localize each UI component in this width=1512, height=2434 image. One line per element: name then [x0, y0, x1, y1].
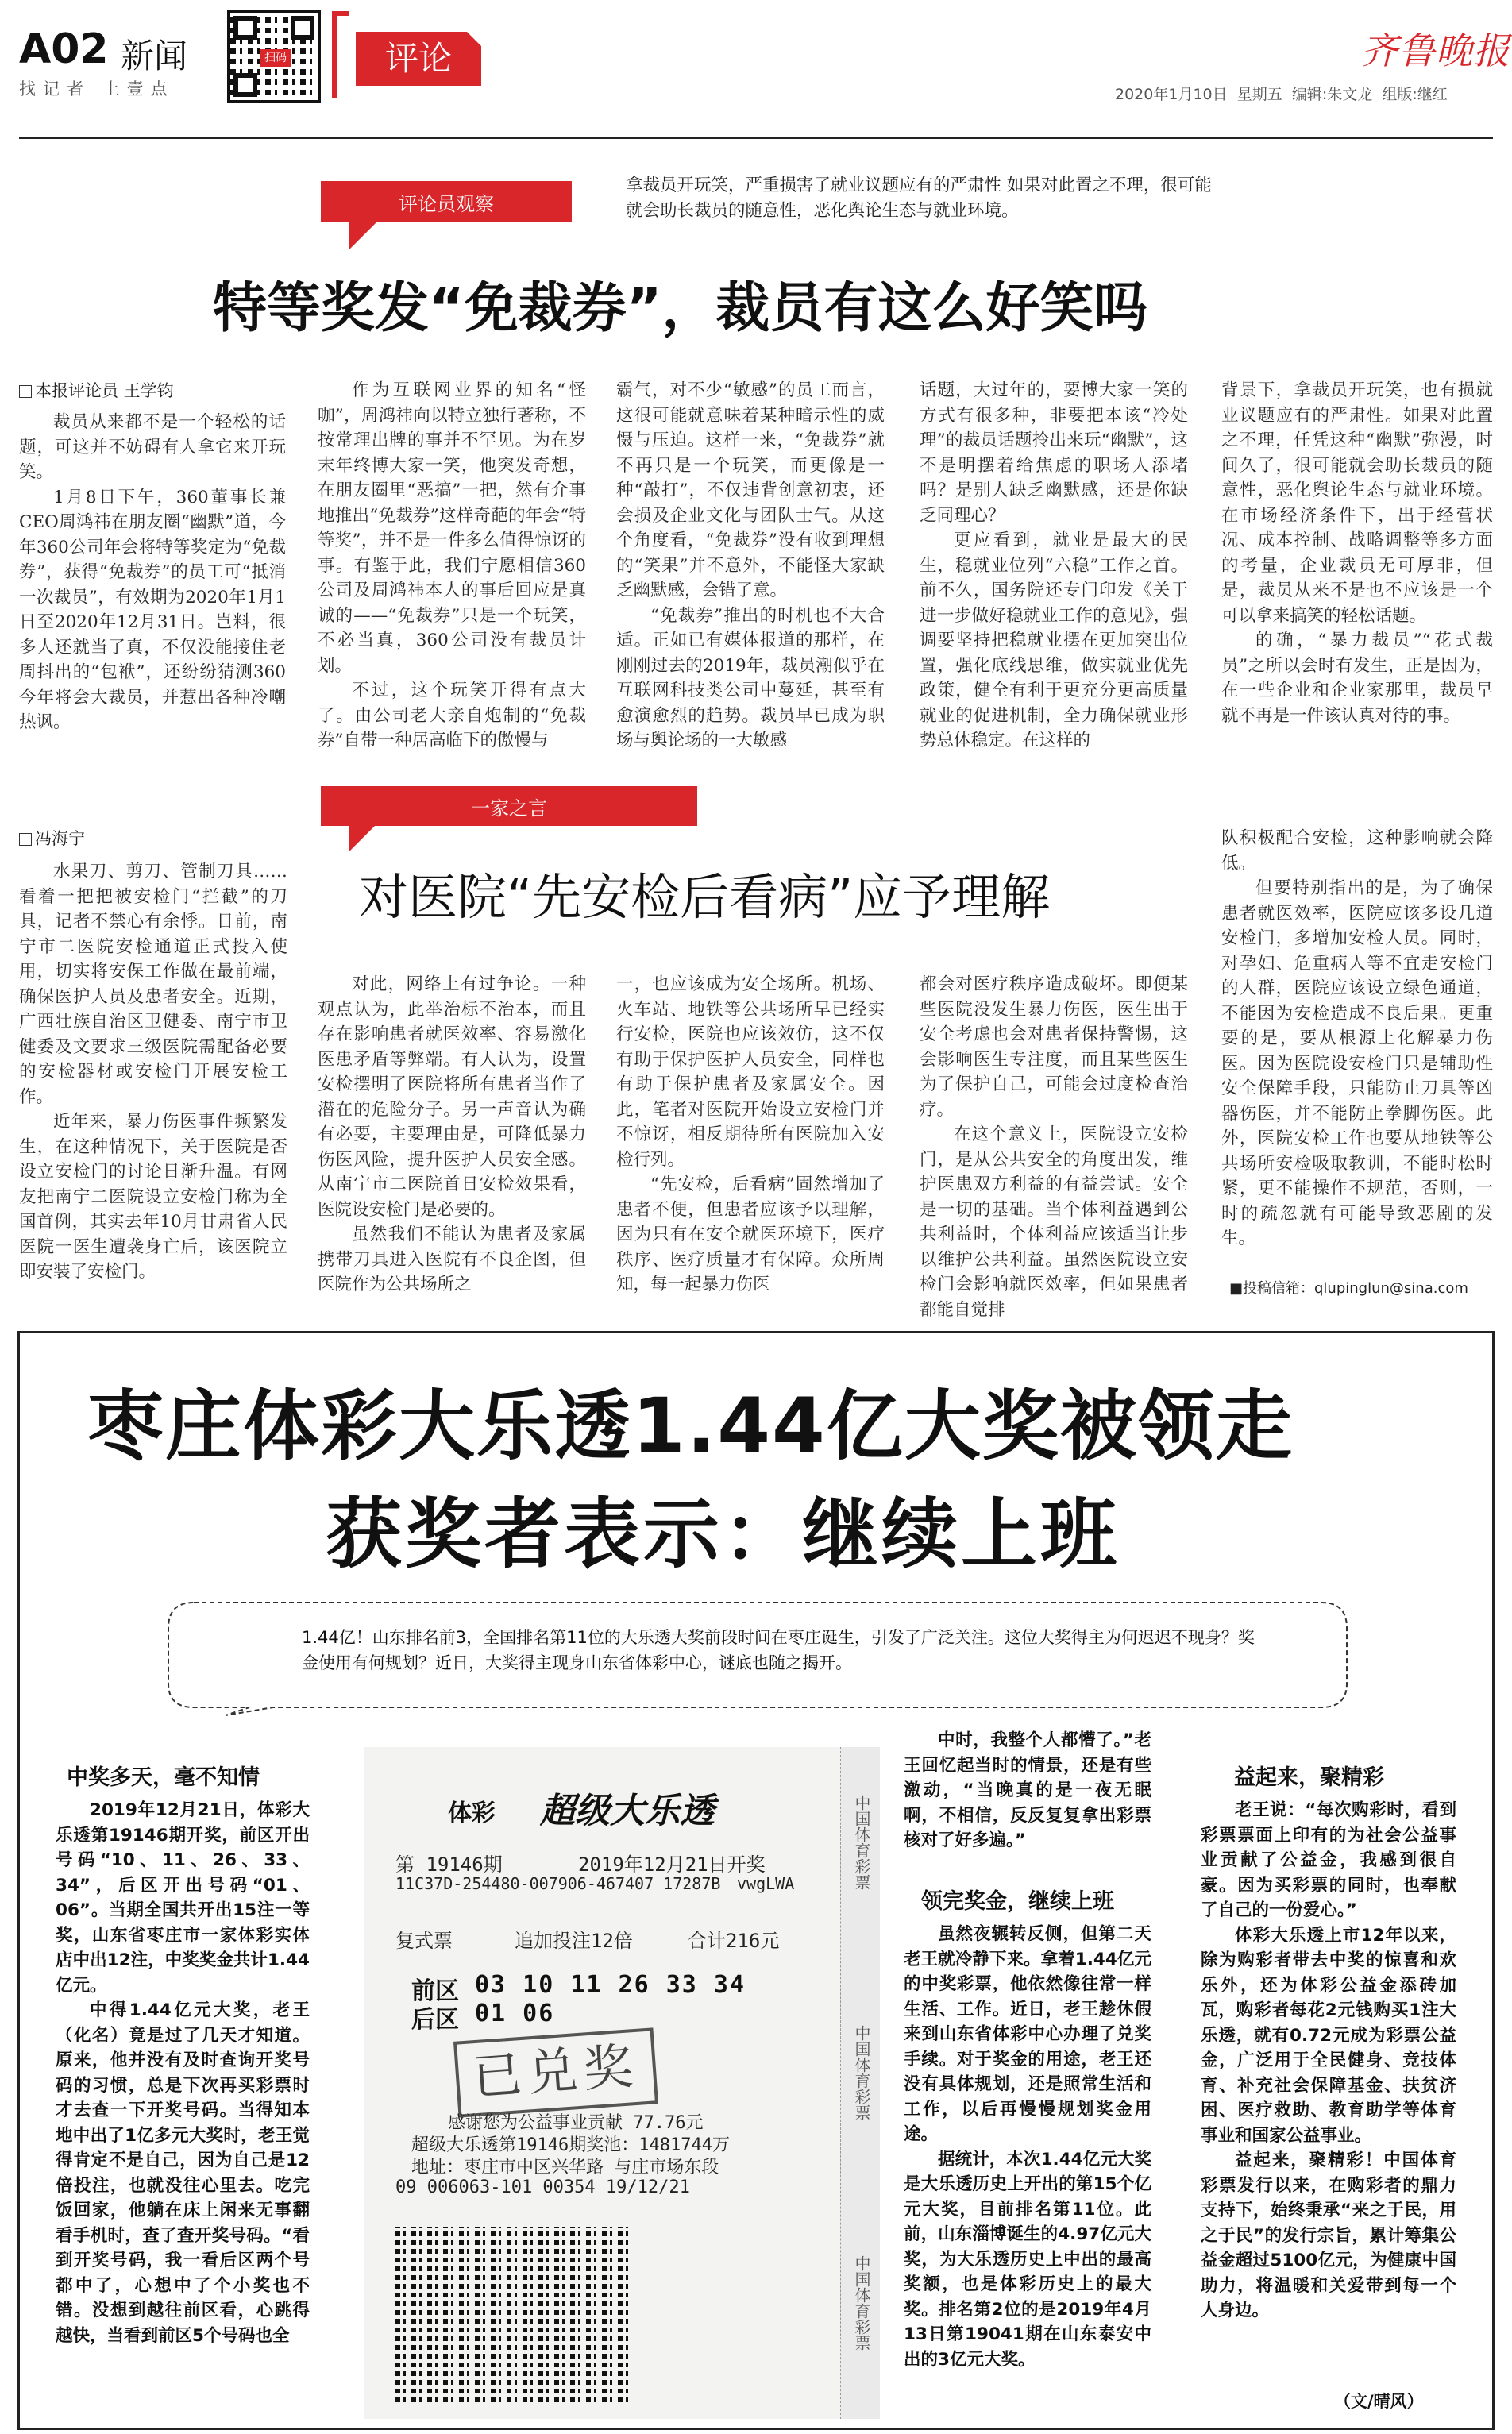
article2-col4-text: [920, 972, 1188, 1322]
side-text-2: 中国体育彩票: [852, 2025, 871, 2120]
lottery-col3-text: [904, 1922, 1151, 2372]
article1-col1-text: [19, 410, 286, 735]
submission-email: ■投稿信箱：qlupinglun@sina.com: [1229, 1280, 1468, 1297]
paragraph: 在这个意义上，医院设立安检门，是从公共安全的角度出发，维护医患双方利益的有益尝试。安全是一切的基础。当个体利益遇到公共利益时，个体利益应该适当让步以维护公共利益。虽然医院设立安检门会影响就医效率，但如果患者都能自觉排: [920, 1124, 1188, 1320]
article2-col3-text: [616, 972, 885, 1298]
ticket-total: 合计216元: [688, 1930, 780, 1952]
paragraph: 老王说：“每次购彩时，看到彩票票面上印有的为社会公益事业贡献了公益金，我感到很自豪。因为买彩票的同时，也奉献了自己的一份爱心。”: [1201, 1800, 1456, 1920]
lottery-col3-top-text: [904, 1728, 1151, 1853]
side-text-3: 中国体育彩票: [852, 2255, 871, 2351]
paragraph: 都会对医疗秩序造成破坏。即便某些医院没发生暴力伤医，医生出于安全考虑也会对患者保持警惕，这会影响医生专注度，而且某些医生为了保护自己，可能会过度检查治疗。: [920, 974, 1188, 1120]
ticket-addon: 追加投注12倍: [515, 1930, 633, 1952]
qr-code-icon: [227, 10, 321, 103]
slogan: 找记者 上壹点: [19, 79, 175, 98]
paragraph: 体彩大乐透上市12年以来，除为购彩者带去中奖的惊喜和欢乐外，还为体彩公益金添砖加瓦，购彩者每花2元钱购买1注大乐透，就有0.72元成为彩票公益金，广泛用于全民健身、竞技体育、补充社会保障基金、扶贫济困、医疗救助、教育助学等体育事业和国家公益事业。: [1201, 1925, 1456, 2146]
column-tag: 评论: [356, 32, 481, 86]
paragraph: 的确，“暴力裁员”“花式裁员”之所以会时有发生，正是因为，在一些企业和企业家那里，裁员早就不再是一件该认真对待的事。: [1221, 631, 1493, 726]
side-text-1: 中国体育彩票: [852, 1795, 871, 1890]
lottery-col3-top: [904, 1728, 1151, 1853]
paragraph: 据统计，本次1.44亿元大奖是大乐透历史上开出的第15个亿元大奖，目前排名第11位。此前，山东淄博诞生的4.97亿元大奖，为大乐透历史上中出的最高奖额，也是体彩历史上的最大奖。排名第2位的是2019年4月13日第19041期在山东泰安中出的3亿元大奖。: [904, 2149, 1151, 2370]
ticket-front-numbers: 03 10 11 26 33 34: [475, 1971, 746, 1999]
ticket-issue: 第 19146期: [395, 1853, 503, 1876]
ticket-code: vwgLWA: [737, 1874, 795, 1893]
paragraph: 中时，我整个人都懵了。”老王回忆起当时的情景，还是有些激动，“当晚真的是一夜无眠啊，不相信，反反复复拿出彩票核对了好多遍。”: [904, 1730, 1151, 1850]
lottery-sub-1: 中奖多天，毫不知情: [67, 1765, 260, 1790]
paragraph: 更应看到，就业是最大的民生，稳就业位列“六稳”工作之首。前不久，国务院还专门印发《关于进一步做好稳就业工作的意见》，强调要坚持把稳就业摆在更加突出位置，强化底线思维，做实就业优先政策，健全有利于更充分更高质量就业的促进机制，全力确保就业形势总体稳定。在这样的: [920, 530, 1188, 750]
paragraph: 2019年12月21日，体彩大乐透第19146期开奖，前区开出号码“10、11、26、33、34”，后区开出号码“01、06”。当期全国共开出15注一等奖，山东省枣庄市一家体彩实体店中出12注，中奖奖金共计1.44亿元。: [56, 1800, 310, 1996]
paragraph: 背景下，拿裁员开玩笑，也有损就业议题应有的严肃性。如果对此置之不理，任凭这种“幽默”弥漫，时间久了，很可能就会助长裁员的随意性，恶化舆论生态与就业环境。在市场经济条件下，出于经营状况、成本控制、战略调整等多方面的考量，企业裁员无可厚非，但是，裁员从来不是也不应该是一个可以拿来搞笑的轻松话题。: [1221, 380, 1493, 626]
article1-byline: [19, 378, 174, 402]
ticket-back-label: 后区: [411, 2006, 459, 2034]
lottery-col1: [56, 1798, 310, 2348]
article1-col3-text: [616, 378, 885, 754]
issue-weekday: 星期五: [1236, 86, 1282, 103]
qr-label: 扫码: [260, 49, 291, 67]
article1-col5-text: [1221, 378, 1493, 728]
section-name: 新闻: [121, 37, 188, 75]
paragraph: 中得1.44亿元大奖，老王（化名）竟是过了几天才知道。原来，他并没有及时查询开奖号码的习惯，总是下次再买彩票时才去查一下开奖号码。当得知本地中出了1亿多元大奖时，老王觉得肯定不是自己，因为自己是12倍投注，也就没往心里去。吃完饭回家，他躺在床上闲来无事翻看手机时，查了查开奖号码。“看到开奖号码，我一看后区两个号都中了，心想中了个小奖也不错。没想到越往前区看，心跳得越快，当看到前区5个号码也全: [56, 2000, 310, 2346]
lottery-col1-text: [56, 1798, 310, 2348]
article2-banner-tail: [349, 826, 375, 851]
ticket-type: 复式票: [395, 1930, 453, 1952]
lottery-sub-2: 领完奖金，继续上班: [921, 1889, 1114, 1914]
article1-col5: [1221, 378, 1493, 728]
paragraph: 益起来，聚精彩！中国体育彩票发行以来，在购彩者的鼎力支持下，始终秉承“来之于民，用之于民”的发行宗旨，累计筹集公益金超过5100亿元，为健康中国助力，将温暖和关爱带到每一个人身边。: [1201, 2150, 1456, 2320]
article2-col2: [318, 972, 586, 1298]
article2-col1: [19, 859, 287, 1285]
paragraph: 1月8日下午，360董事长兼CEO周鸿祎在朋友圈“幽默”道，今年360公司年会将特等奖定为“免裁券”，获得“免裁券”的员工可“抵消一次裁员”，有效期为2020年1月1日至2020年12月31日。岂料，很多人还就当了真，不仅没能接住老周抖出的“包袱”，还纷纷猜测360今年将会大裁员，并惹出各种冷嘲热讽。: [19, 487, 286, 732]
column-bracket: [332, 11, 349, 98]
paragraph: 队积极配合安检，这种影响就会降低。: [1221, 828, 1493, 874]
ticket-foot-1: 感谢您为公益事业贡献 77.76元: [448, 2113, 704, 2133]
masthead-rule: [19, 137, 1493, 139]
paragraph: “先安检，后看病”固然增加了患者不便，但患者应该予以理解，因为只有在安全就医环境下，医疗秩序、医疗质量才有保障。众所周知，每一起暴力伤医: [616, 1175, 885, 1294]
article1-col2-text: [318, 378, 586, 754]
article1-title: 特等奖发“免裁券”，裁员有这么好笑吗: [213, 277, 1148, 340]
lottery-ticket-photo: [364, 1747, 840, 2419]
article2-byline-text: 冯海宁: [35, 829, 85, 848]
lottery-author: （文/晴风）: [1334, 2392, 1424, 2411]
paragraph: 但要特别指出的是，为了确保患者就医效率，医院应该多设几道安检门，多增加安检人员。同时，对孕妇、危重病人等不宜走安检门的人群，医院应该设立绿色通道，不能因为安检造成不良后果。更重要的是，要从根源上化解暴力伤医。因为医院设安检门只是辅助性安全保障手段，只能防止刀具等凶器伤医，并不能防止拳脚伤医。此外，医院安检工作也要从地铁等公共场所安检吸取教训，不能时松时紧，更不能操作不规范，否则，一时的疏忽就有可能导致恶剧的发生。: [1221, 878, 1493, 1248]
lottery-title-1: 枣庄体彩大乐透1.44亿大奖被领走: [87, 1382, 1294, 1471]
article1-lead: 拿裁员开玩笑，严重损害了就业议题应有的严肃性 如果对此置之不理，很可能就会助长裁员的随意性，恶化舆论生态与就业环境。: [626, 176, 1212, 221]
paragraph: 虽然夜辗转反侧，但第二天老王就冷静下来。拿着1.44亿元的中奖彩票，他依然像往常一样生活、工作。近日，老王趁休假来到山东省体彩中心办理了兑奖手续。对于奖金的用途，老王还没有具体规划，还是照常生活和工作，以后再慢慢规划奖金用途。: [904, 1924, 1151, 2144]
paragraph: 裁员从来都不是一个轻松的话题，可这并不妨碍有人拿它来开玩笑。: [19, 412, 286, 482]
article1-banner-tail: [349, 222, 376, 249]
lottery-sub-3: 益起来，聚精彩: [1234, 1765, 1384, 1790]
lottery-lead: 1.44亿！山东排名前3，全国排名第11位的大乐透大奖前段时间在枣庄诞生，引发了广泛关注。这位大奖得主为何迟迟不现身？奖金使用有何规划？近日，大奖得主现身山东省体彩中心，谜底也随之揭开。: [302, 1628, 1255, 1672]
article1-byline-text: 本报评论员 王学钧: [35, 381, 174, 400]
paragraph: 霸气，对不少“敏感”的员工而言，这很可能就意味着某种暗示性的威慑与压迫。这样一来，“免裁券”就不再只是一个玩笑，而更像是一种“敲打”，不仅违背创意初衷，还会损及企业文化与团队士气。从这个角度看，“免裁券”没有收到理想的“笑果”并不意外，不能怪大家缺乏幽默感，会错了意。: [616, 380, 885, 600]
editor: 编辑:朱文龙: [1291, 86, 1373, 103]
lottery-col3: [904, 1922, 1151, 2372]
paragraph: 作为互联网业界的知名“怪咖”，周鸿祎向以特立独行著称，不按常理出牌的事并不罕见。为在岁末年终博大家一笑，他突发奇想，在朋友圈里“恶搞”一把，然有介事地推出“免裁券”这样奇葩的年会“特等奖”，并不是一件多么值得惊讶的事。有鉴于此，我们宁愿相信360公司及周鸿祎本人的事后回应是真诚的——“免裁券”只是一个玩笑，不必当真，360公司没有裁员计划。: [318, 380, 586, 676]
article2-col4: [920, 972, 1188, 1322]
article2-col2-text: [318, 972, 586, 1298]
lottery-col4: [1201, 1798, 1456, 2324]
ticket-foot-4: 09 006063-101 00354 19/12/21: [395, 2177, 690, 2197]
article2-col5-text: [1221, 826, 1493, 1252]
paragraph: 对此，网络上有过争论。一种观点认为，此举治标不治本，而且存在影响患者就医效率、容易激化医患矛盾等弊端。有人认为，设置安检摆明了医院将所有患者当作了潜在的危险分子。另一声音认为确有必要，主要理由是，可降低暴力伤医风险，提升医护人员安全感。从南宁市二医院首日安检效果看，医院设安检门是必要的。: [318, 974, 586, 1220]
paragraph: “免裁券”推出的时机也不大合适。正如已有媒体报道的那样，在刚刚过去的2019年，裁员潮似乎在互联网科技类公司中蔓延，甚至有愈演愈烈的趋势。裁员早已成为职场与舆论场的一大敏感: [616, 605, 885, 750]
paragraph: 不过，这个玩笑开得有点大了。由公司老大亲自炮制的“免裁券”自带一种居高临下的傲慢与: [318, 681, 586, 750]
ticket-stamp: 已兑奖: [453, 2027, 658, 2117]
ticket-front-label: 前区: [411, 1977, 459, 2005]
article2-col1-text: [19, 859, 287, 1285]
paragraph: 话题，大过年的，要博大家一笑的方式有很多种，非要把本该“冷处理”的裁员话题拎出来玩“幽默”，这不是明摆着给焦虑的职场人添堵吗？是别人缺乏幽默感，还是你缺乏同理心？: [920, 380, 1188, 526]
ticket-foot-3: 地址：枣庄市中区兴华路 与庄市场东段: [411, 2158, 719, 2177]
ticket-back-numbers: 01 06: [475, 2000, 555, 2027]
article1-col1: [19, 410, 286, 735]
ticket-logo: 超级大乐透: [540, 1791, 715, 1831]
article2-col3: [616, 972, 885, 1298]
paragraph: 水果刀、剪刀、管制刀具……看着一把把被安检门“拦截”的刀具，记者不禁心有余悸。日前，南宁市二医院安检通道正式投入使用，切实将安保工作做在最前端，确保医护人员及患者安全。近期，广西壮族自治区卫健委、南宁市卫健委及文要求三级医院需配备必要的安检器材或安检门开展安检工作。: [19, 862, 287, 1107]
issue-info: [1115, 83, 1448, 104]
article1-col4-text: [920, 378, 1188, 754]
issue-date: 2020年1月10日: [1115, 86, 1228, 103]
ticket-date: 2019年12月21日开奖: [578, 1853, 766, 1876]
ticket-serial: 11C37D-254480-007906-467407 17287B: [395, 1874, 721, 1893]
ticket-foot-2: 超级大乐透第19146期奖池：1481744万: [411, 2135, 730, 2155]
paragraph: 虽然我们不能认为患者及家属携带刀具进入医院有不良企图，但医院作为公共场所之: [318, 1225, 586, 1294]
lottery-title-2: 获奖者表示：继续上班: [326, 1490, 1120, 1579]
article2-col5: [1221, 826, 1493, 1252]
ticket-brand: 体彩: [448, 1799, 496, 1827]
brand-logo: 齐鲁晚报: [1361, 29, 1510, 72]
article1-col3: [616, 378, 885, 754]
ticket-qr-icon: [395, 2227, 632, 2406]
article1-banner: 评论员观察: [321, 181, 572, 222]
article2-byline: [19, 826, 85, 850]
paragraph: 一，也应该成为安全场所。机场、火车站、地铁等公共场所早已经实行安检，医院也应该效仿，这不仅有助于保护医护人员安全，同样也有助于保护患者及家属安全。因此，笔者对医院开始设立安检门并不惊讶，相反期待所有医院加入安检行列。: [616, 974, 885, 1170]
ticket-side-strip: [840, 1747, 880, 2419]
page-code: A02: [19, 25, 109, 73]
paragraph: 近年来，暴力伤医事件频繁发生，在这种情况下，关于医院是否设立安检门的讨论日渐升温。有网友把南宁二医院设立安检门称为全国首例，其实去年10月甘肃省人民医院一医生遭袭身亡后，该医院立即安装了安检门。: [19, 1112, 287, 1282]
article2-banner: 一家之言: [321, 786, 697, 826]
layout-editor: 组版:继红: [1382, 86, 1448, 103]
article1-col4: [920, 378, 1188, 754]
article2-title: 对医院“先安检后看病”应予理解: [359, 868, 1051, 926]
lottery-col4-text: [1201, 1798, 1456, 2324]
article1-col2: [318, 378, 586, 754]
